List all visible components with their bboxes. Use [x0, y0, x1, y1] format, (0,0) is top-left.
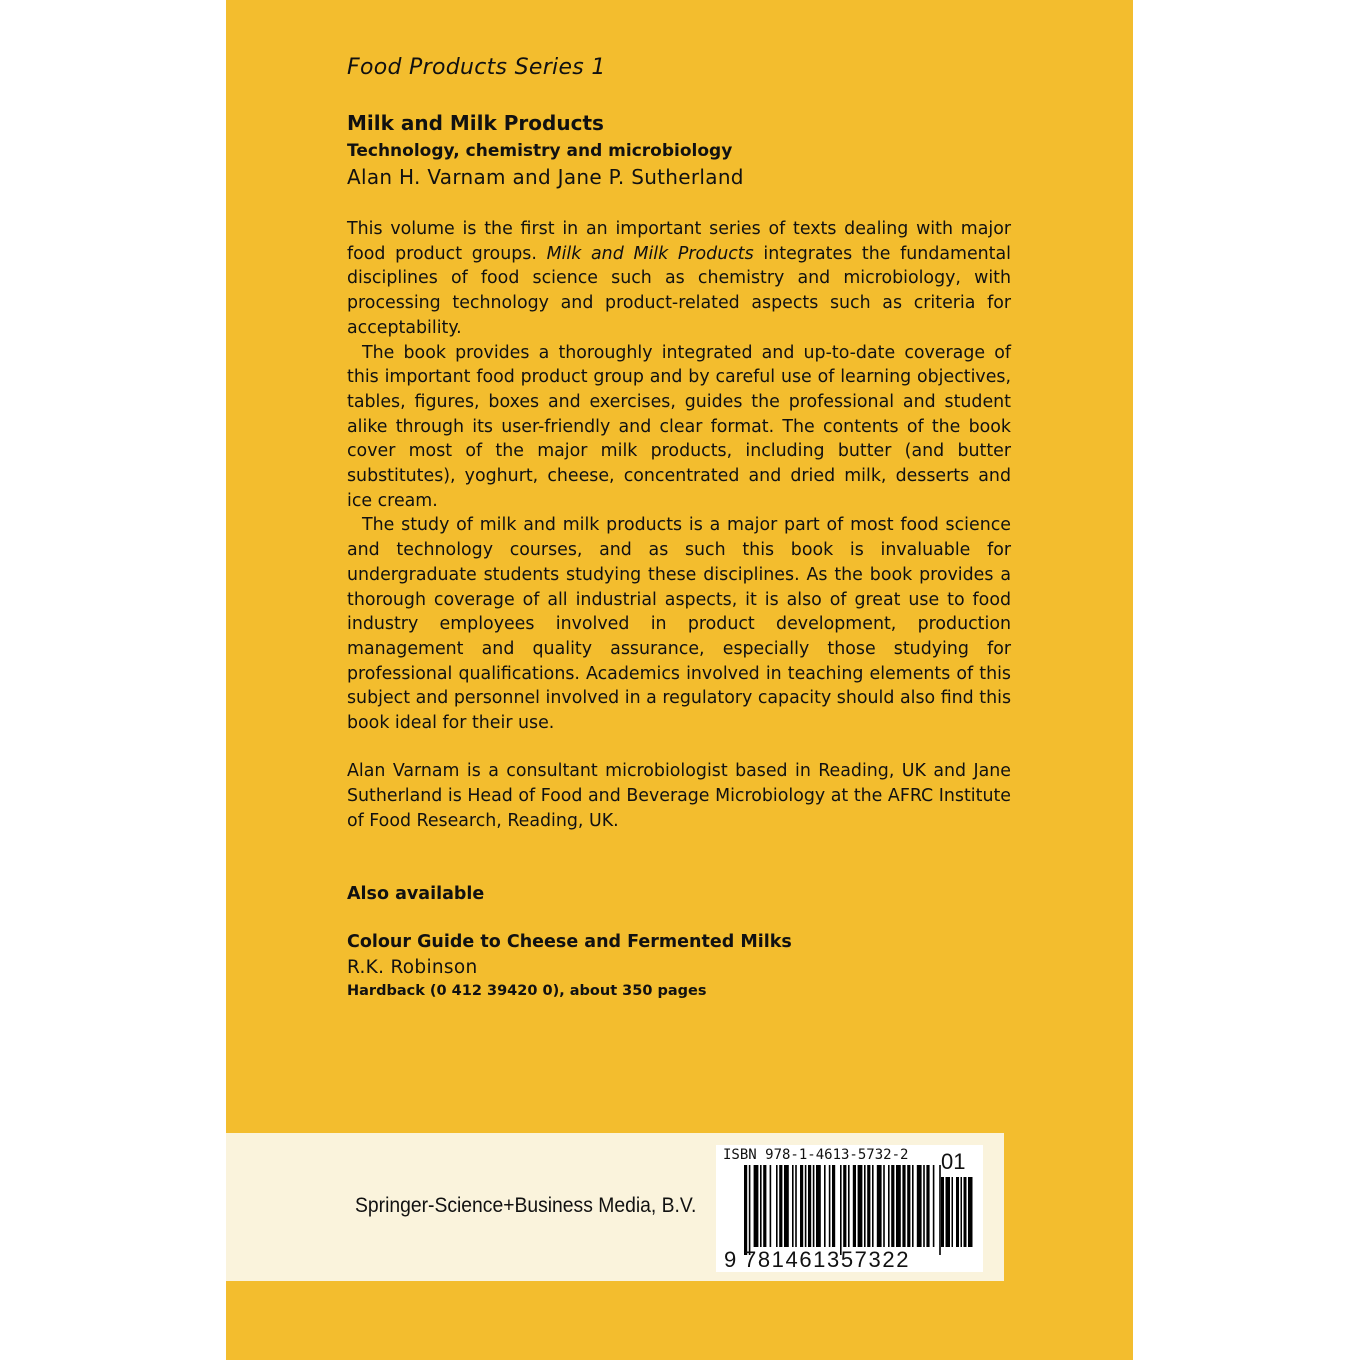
also-available-author: R.K. Robinson	[347, 957, 478, 978]
barcode-bar	[779, 1165, 782, 1247]
barcode-bar	[923, 1165, 925, 1247]
barcode-bar	[858, 1165, 863, 1247]
barcode-bar	[792, 1165, 794, 1247]
barcode-lead-digit: 9	[724, 1247, 737, 1272]
book-authors: Alan H. Varnam and Jane P. Sutherland	[347, 165, 744, 189]
description-paragraph-1: This volume is the first in an important series of texts dealing with major food product groups. Milk and Milk Products integrates the fundamental disciplines of food science such as chemistry and microbiology, with processing technology and product-related aspects such as criteria for acceptability.	[347, 219, 1011, 338]
barcode-bar	[917, 1165, 922, 1247]
barcode-bar	[763, 1165, 766, 1247]
barcode-bar	[902, 1165, 905, 1247]
barcode-bar	[933, 1165, 935, 1247]
barcode-bar	[907, 1165, 910, 1247]
barcode-addon-bar	[952, 1177, 954, 1247]
barcode-addon-bar	[946, 1177, 951, 1247]
barcode-addon-bar	[961, 1177, 963, 1247]
barcode-addon-digits: 01	[941, 1149, 966, 1174]
book-back-cover	[226, 0, 1133, 1360]
barcode-bar	[888, 1165, 890, 1247]
author-bio: Alan Varnam is a consultant microbiologist based in Reading, UK and Jane Sutherland is Head of Food and Beverage Microbiology at the AFRC Institute of Food Research, Reading, UK.	[347, 761, 1011, 831]
series-title: Food Products Series 1	[347, 55, 606, 80]
barcode-bar	[816, 1165, 821, 1247]
publisher-name: Springer-Science+Business Media, B.V.	[355, 1194, 697, 1217]
barcode	[716, 1145, 983, 1272]
barcode-bar	[891, 1165, 894, 1247]
also-available-title: Colour Guide to Cheese and Fermented Milks	[347, 932, 792, 952]
barcode-bar	[770, 1165, 772, 1247]
barcode-bar	[749, 1165, 751, 1255]
barcode-bar	[896, 1165, 901, 1247]
barcode-bar	[795, 1165, 797, 1247]
book-subtitle: Technology, chemistry and microbiology	[347, 141, 733, 161]
barcode-bar	[776, 1165, 778, 1247]
barcode-bar	[760, 1165, 762, 1247]
barcode-addon-bar	[941, 1177, 944, 1247]
barcode-bar	[912, 1165, 914, 1247]
title-emphasis: Milk and Milk Products	[546, 243, 754, 264]
also-available-edition: Hardback (0 412 39420 0), about 350 pages	[347, 983, 707, 999]
barcode-bar	[939, 1165, 941, 1255]
barcode-bar	[840, 1165, 842, 1255]
barcode-bar	[843, 1165, 846, 1247]
barcode-bar	[864, 1165, 866, 1247]
barcode-bar	[800, 1165, 803, 1247]
barcode-bar	[832, 1165, 835, 1247]
book-title: Milk and Milk Products	[347, 111, 604, 135]
isbn-text: ISBN 978-1-4613-5732-2	[723, 1147, 909, 1163]
barcode-bar	[744, 1165, 747, 1255]
barcode-addon-bar	[956, 1177, 959, 1247]
barcode-digits: 781461357322	[744, 1247, 911, 1272]
barcode-bar	[867, 1165, 870, 1247]
description-paragraph-2: The book provides a thoroughly integrated and up-to-date coverage of this important food product group and by careful use of learning objectives, tables, figures, boxes and exercises, guides the professional and student alike through its user-friendly and clear format. The contents of the book cover most of the major milk products, including butter (and butter substitutes), yoghurt, cheese, concentrated and dried milk, desserts and ice cream.	[347, 342, 1011, 511]
barcode-bar	[872, 1165, 874, 1247]
barcode-bar	[883, 1165, 885, 1247]
publisher-band	[226, 1133, 1004, 1281]
barcode-bar	[926, 1165, 929, 1247]
barcode-bar	[808, 1165, 811, 1247]
barcode-bar	[829, 1165, 831, 1247]
barcode-bar	[813, 1165, 815, 1247]
barcode-addon-bar	[964, 1177, 967, 1247]
barcode-bar	[853, 1165, 856, 1247]
barcode-bar	[805, 1165, 807, 1247]
barcode-bar	[754, 1165, 759, 1247]
also-available-heading: Also available	[347, 884, 485, 904]
book-description	[347, 217, 1011, 736]
barcode-addon-bar	[968, 1177, 973, 1247]
barcode-bar	[877, 1165, 882, 1247]
barcode-bar	[848, 1165, 850, 1247]
barcode-bar	[824, 1165, 826, 1247]
description-paragraph-3: The study of milk and milk products is a major part of most food science and technology courses, and as such this book is invaluable for undergraduate students studying these disciplines. As the book provides a thorough coverage of all industrial aspects, it is also of great use to food industry employees involved in product development, production management and quality assurance, especially those studying for professional qualifications. Academics involved in teaching elements of this subject and personnel involved in a regulatory capacity should also find this book ideal for their use.	[347, 515, 1011, 734]
barcode-bar	[784, 1165, 789, 1247]
